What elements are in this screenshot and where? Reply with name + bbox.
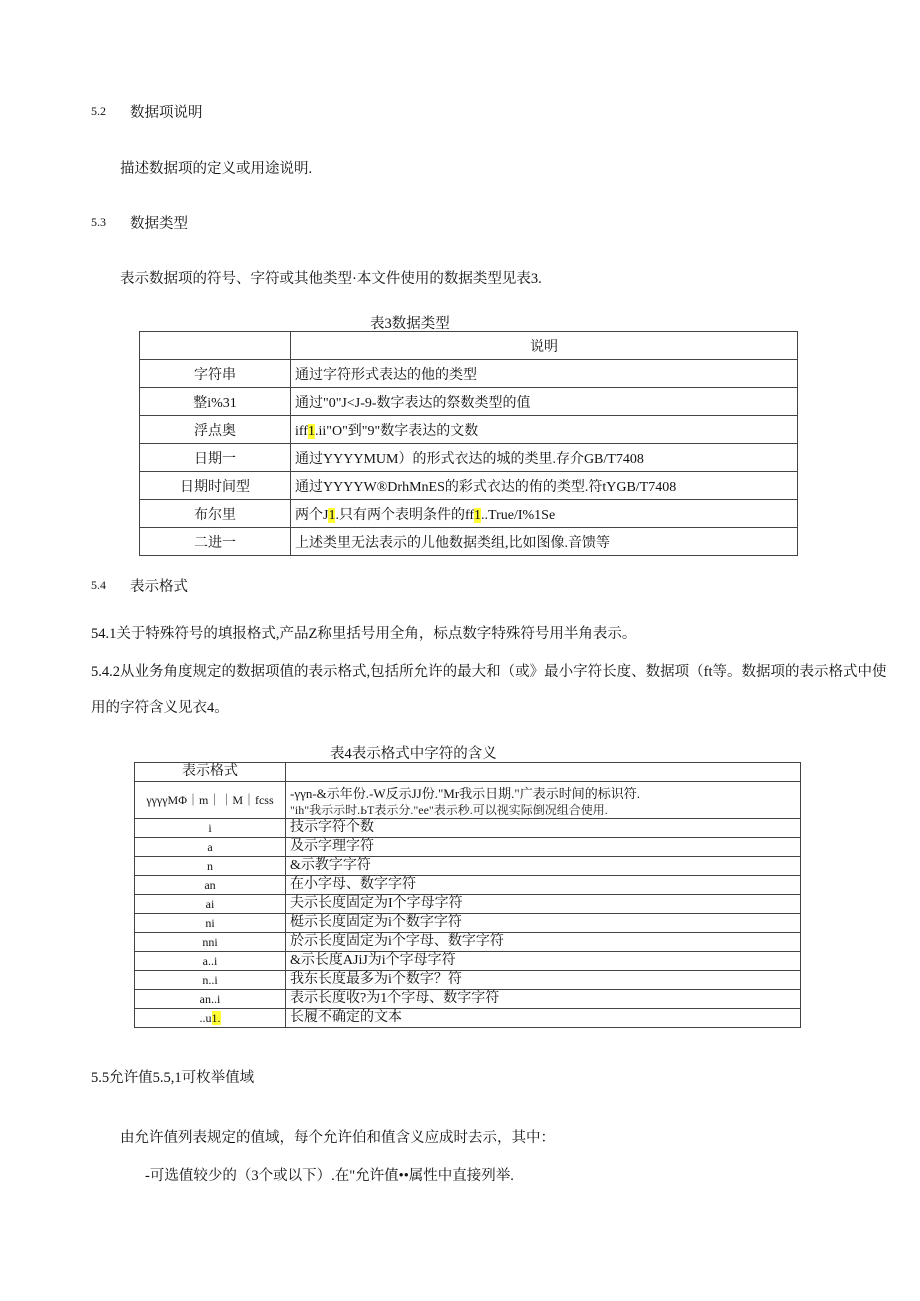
table-header-row: [135, 763, 801, 782]
type-name-cell: 布尔里: [140, 500, 291, 528]
table-row: [135, 782, 801, 819]
table4-caption: 表4表示格式中字符的含义: [330, 746, 497, 762]
format-cell: ai: [135, 895, 286, 914]
section-5-4-2-para-cont: 用的字符含义见衣4。: [91, 700, 229, 716]
table-row: [140, 444, 798, 472]
type-desc-cell: 上述类里无法表示的儿他数据类组,比如图像.音馈等: [291, 528, 798, 556]
table-row: [135, 990, 801, 1009]
table-row: [135, 819, 801, 838]
desc-text: .只有两个表明条件的ff: [335, 507, 475, 523]
section-5-5-body: 由允许值列表规定的值域，每个允许伯和值含义应成时去示，其中：: [120, 1130, 555, 1146]
table-row: [140, 416, 798, 444]
table-row: [140, 472, 798, 500]
meaning-cell: 在小字母、数字字符: [286, 876, 801, 895]
meaning-cell: 於示长度固定为i个字母、数字字符: [286, 933, 801, 952]
section-5-4-number: 5.4: [91, 578, 106, 592]
type-desc-cell: 通过"0"J<J-9-数字表达的祭数类型的值: [291, 388, 798, 416]
table-row: [135, 1009, 801, 1028]
table-row: [135, 914, 801, 933]
type-name-cell: 字符串: [140, 360, 291, 388]
section-5-5-heading: 5.5允许值5.5,1可枚举值域: [91, 1070, 255, 1086]
format-cell: a: [135, 838, 286, 857]
header-cell-description: 说明: [291, 332, 798, 360]
format-cell: n: [135, 857, 286, 876]
header-cell-format: 表示格式: [135, 763, 286, 782]
meaning-cell: [286, 782, 801, 819]
meaning-cell: 技示字符个数: [286, 819, 801, 838]
section-5-4-1-para: 54.1关于特殊符号的填报格式,产品Z称里括号用全角，标点数字特殊符号用半角表示。: [91, 626, 637, 642]
desc-text: ..True/I%1Se: [481, 507, 556, 523]
type-name-cell: 整i%31: [140, 388, 291, 416]
meaning-line-clipped: "ih"我示示时.ЬT表示分."ee"表示秒.可以视实际倒况组合使用.: [290, 802, 608, 816]
table3-caption: 表3数据类型: [370, 316, 450, 332]
format-cell: [135, 1009, 286, 1028]
table-row: [135, 933, 801, 952]
meaning-cell: 夫示长度固定为I个字母字符: [286, 895, 801, 914]
format-cell: ni: [135, 914, 286, 933]
format-cell: nni: [135, 933, 286, 952]
table-row: [135, 838, 801, 857]
table-row: [140, 388, 798, 416]
section-5-2-number: 5.2: [91, 104, 106, 118]
meaning-cell: 长履不确定的文本: [286, 1009, 801, 1028]
meaning-cell: 我东长度最多为i个数字？符: [286, 971, 801, 990]
type-name-cell: 日期时间型: [140, 472, 291, 500]
table-row: [135, 857, 801, 876]
format-cell: γγγγMΦ｜m｜｜M｜fcss: [135, 782, 286, 819]
table-row: [135, 895, 801, 914]
type-desc-cell: 通过YYYYW®DrhMnES的彩式衣达的侑的类型.符tYGB/T7408: [291, 472, 798, 500]
type-name-cell: 浮点奥: [140, 416, 291, 444]
desc-text: .ii"O"到"9"数字表达的文数: [314, 423, 479, 439]
format-cell: a..i: [135, 952, 286, 971]
meaning-cell: 表示长度收?为1个字母、数字字符: [286, 990, 801, 1009]
section-5-5-bullet: -可选值较少的（3个或以下）.在"允许值••属性中直接列举.: [145, 1168, 514, 1184]
meaning-cell: &示教字字符: [286, 857, 801, 876]
format-text: ..u: [199, 1011, 212, 1025]
type-name-cell: 二进一: [140, 528, 291, 556]
format-cell: i: [135, 819, 286, 838]
section-5-3-title: 数据类型: [130, 216, 188, 232]
highlight-mark: 1: [474, 507, 482, 523]
section-5-3-number: 5.3: [91, 215, 106, 229]
data-type-table: [139, 331, 798, 556]
section-5-2-body: 描述数据项的定义或用途说明.: [120, 161, 313, 177]
format-char-table: [134, 762, 801, 1028]
table-row: [135, 971, 801, 990]
section-5-2-title: 数据项说明: [130, 105, 203, 121]
table-row: [135, 952, 801, 971]
table-row: [140, 500, 798, 528]
format-cell: an..i: [135, 990, 286, 1009]
highlight-mark: 1: [328, 507, 336, 523]
highlight-mark: 1: [307, 423, 315, 439]
type-desc-cell: 通过YYYYMUM）的形式衣达的城的类里.存介GB/T7408: [291, 444, 798, 472]
section-5-4-title: 表示格式: [130, 579, 188, 595]
header-cell: [140, 332, 291, 360]
desc-text: 两个J: [295, 507, 329, 523]
table-row: [135, 876, 801, 895]
header-cell: [286, 763, 801, 782]
type-desc-cell: 通过字符形式表达的他的类型: [291, 360, 798, 388]
table-row: [140, 528, 798, 556]
type-name-cell: 日期一: [140, 444, 291, 472]
format-cell: an: [135, 876, 286, 895]
meaning-line: -γγn-&示年份.-W反示JJ份."Mr我示日期."广表示时间的标识符.: [290, 785, 640, 801]
table-header-row: [140, 332, 798, 360]
format-cell: n..i: [135, 971, 286, 990]
meaning-cell: &示长度AJiJ为i个字母字符: [286, 952, 801, 971]
highlight-mark: 1.: [211, 1011, 221, 1025]
section-5-3-body: 表示数据项的符号、字符或其他类型·本文件使用的数据类型见表3.: [120, 271, 542, 287]
table-row: [140, 360, 798, 388]
type-desc-cell: [291, 500, 798, 528]
meaning-cell: 及示字理字符: [286, 838, 801, 857]
type-desc-cell: [291, 416, 798, 444]
meaning-cell: 梃示长度固定为i个数字字符: [286, 914, 801, 933]
section-5-4-2-para: 5.4.2从业务角度规定的数据项值的表示格式,包括所允许的最大和（或》最小字符长度、数据项（ft等。数据项的表示格式中使: [91, 664, 887, 680]
desc-text: iff: [295, 423, 308, 439]
